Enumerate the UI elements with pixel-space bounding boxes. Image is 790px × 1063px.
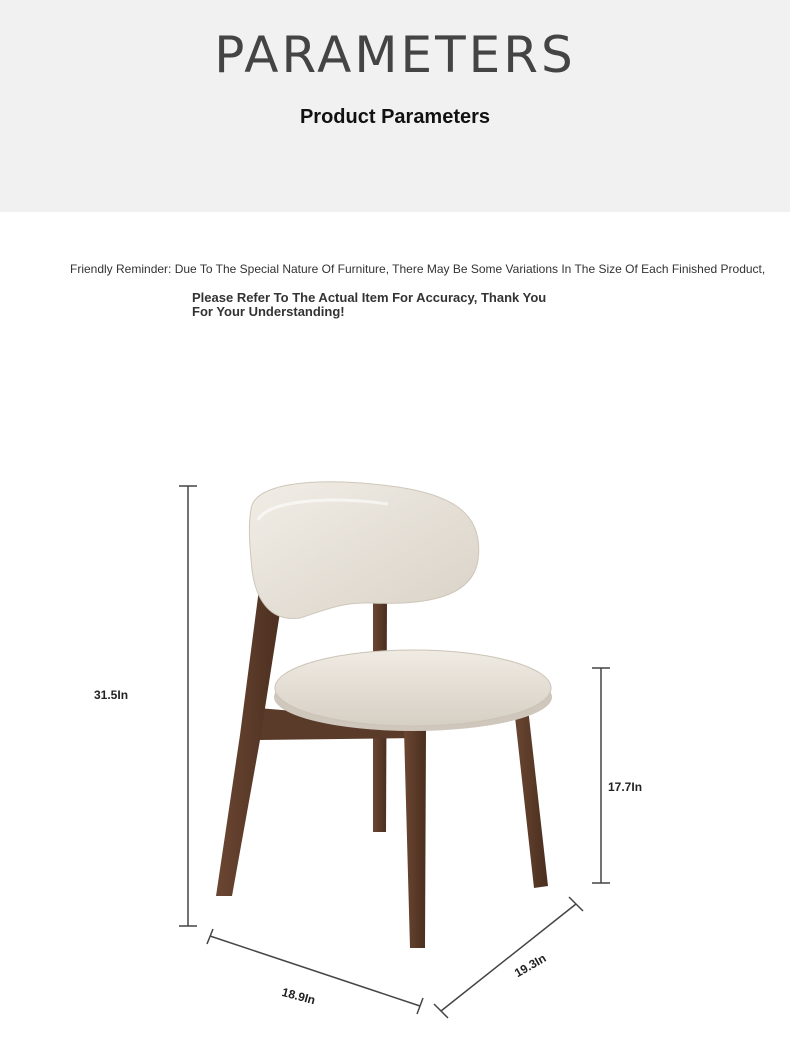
width-label: 18.9In [280, 985, 317, 1008]
page-subtitle: Product Parameters [299, 106, 491, 128]
reminder-line-1: Friendly Reminder: Due To The Special Nature Of Furniture, There May Be Some Variations In The Size Of Each Finished Product, [70, 262, 766, 276]
depth-label: 19.3In [512, 950, 549, 981]
reminder-line-2: Please Refer To The Actual Item For Accuracy, Thank You For Your Understanding! [192, 290, 547, 319]
seat-cushion [275, 650, 551, 726]
front-leg-center [404, 730, 426, 948]
page-title: PARAMETERS [214, 26, 576, 84]
front-leg-right [514, 708, 548, 888]
seat-height-label: 17.7In [608, 780, 643, 794]
height-label: 31.5In [94, 688, 129, 702]
